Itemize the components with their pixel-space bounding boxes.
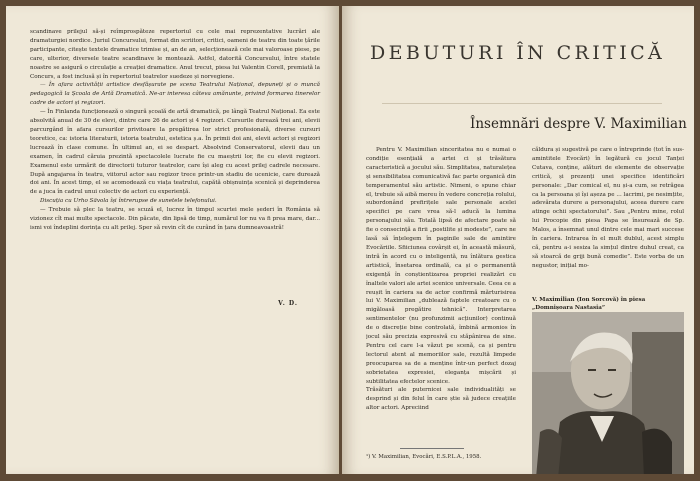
article-column-2 xyxy=(532,146,684,304)
article-title: Însemnări despre V. Maximilian xyxy=(470,116,687,132)
section-heading: DEBUTURI ÎN CRITICĂ xyxy=(370,42,666,64)
left-paragraph-1: scandinave prilejul să-și reîmprospăteze repertoriul cu cele mai reprezentative lucrări ale dramaturgiei nordice. Juriul Concursului, format din scriitori, critici, oameni de teatru din toate țările participante, citește textele dramatice trimise și, an de an, selecționează cele mai valoroase piese, pe care, ulterior, diversele teatre scandinave le montează. Astfel, datorită Concursului, între statele noastre se asigură o circulație a creației dramatice. Anul trecut, piesa lui Valentin Corell, premiată la Concurs, a fost inclusă și în repertoriul teatrelor suedeze și norvegiene. xyxy=(30,29,320,80)
left-page xyxy=(6,6,339,474)
article-body-2: căldura și sugestivă pe care o întreprinde (tot în sus-amintitele Evocări) în legătură cu jocul Tanței Cutava, conține, alături de elemente de observație critică, și prezenți unei specifice identificări personale: „Dar comical el, nu și-a cum, se retrăgea ca la persoana și își așeza pe ... lacrimi, pe nesimțite, adevărata durere a personajului, aceea durere care atinge ochii spectatorului”. Sau „Pentru mine, rolul lui Procopie din piesa Papa se însurează de Sp. Malos, a însemnat unul dintre cele mai mari succese în cariera. Intrarea în el mult dublul, acest simplu că, pentru a-i sesiza la simțul dintre duhul creat, ca să stoarcă de griji bună comedie”. Este vorba de un negustor, inițial mo- xyxy=(532,147,684,269)
left-column xyxy=(30,28,320,233)
heading-rule xyxy=(382,103,662,104)
article-column-1 xyxy=(366,146,516,446)
left-narration: Discuția cu Urho Sävola își întrerupse de sunetele telefonului. xyxy=(40,198,217,205)
article-body-1: Pentru V. Maximilian sinceritatea nu e numai o condiție esențială a artei ci și trăsătura caracteristică a jocului său. Simplitatea, naturalețea și sensibilitatea comunicativă fac parte organică din temperamentul său artistic. Nimeni, o spune chiar el, trebuie să aibă mereu în vedere concreția rolului, subordonând prefirițele sale personale acelei specifici pe care vrea să-l aducă la lumina personajului său. Totală lipsă de afectare poate să fie o consecință a firii „postilite și modeste”, care ne lasă să înțelegem în paginile sale de amintire Evocăriile. Sfiiciunea covârșit ei, în această măsură, intră în acord cu o inteligentă, nu înlătura gestica artistică, însetarea ordinală, ca și o permanentă exigență în conștientizarea propriei realizări cu înaltele valori ale artei scenice universale. Ceea ce a reușit în cariera sa de actor confirmă mărturisirea lui V. Maximilian „dublează faptele creatoare cu o migăloasă pregătire tehnică”. Interpretarea sentimentelor (nu profunzimii acțiunilor) continuă de o discreție bine controlată, îmbină armonios în jocul său precizia expresivă cu stăpânirea de sine. Pentru cel care l-a văzut pe scenă, ca și pentru lectorul atent al memoriilor sale, rezultă limpede preocuparea sa de a menține într-un perfect dozaj sobrietatea expresiei, eleganța mișcării și subtilitatea efectelor scenice. Trăsături ale puternicei sale individualități se desprind și din felul în care știe să judece creațiile altor actori. Apreciind xyxy=(366,147,516,412)
left-closing: — Trebuie să plec la teatru, se scuză el, lucrez în timpul scurtei mele șederi în România să vizionez cît mai multe spectacole. Din păcate, din lipsă de timp, numărul lor nu va fi prea mare, dar... ismi voi îndeplini dorința cu alt prilej. Sper să revin cît de curând în țara dumneavoastră! xyxy=(30,207,320,231)
photo-caption-block xyxy=(532,296,684,312)
left-answer: — În Finlanda funcționează o singură școală de artă dramatică, pe lângă Teatrul Național. Ea este absolvită anual de 30 de elevi, dintre care 26 de actori și 4 regizori. Cursurile durează trei ani, elevii parcurgând în afara cursurilor privitoare la pregătirea lor strict profesională, diverse cursuri teoretice, ca: istoria literaturii, istoria teatrului, estetica ș.a. În primii doi ani, elevii actori și regizori lucrează în clase comune. În ultimul an, ei se despart. Absolvind Conservatorul, elevii dau un examen, în cadrul căruia prezintă spectacolele lucrate fie cu maeștrii lor, fie cu elevii regizori. Examenul este urmărit de directorii tuturor teatrelor, care își aleg cu acest prilej cadrele necesare. După angajarea în teatru, viitorul actor sau regizor trece printr-un stadiu de ucenicie, care durează doi ani. În acest timp, el se acomodează cu viața teatrului, capătă obișnuința scenică și deprinderea de a juca în cadrul unui colectiv de actori cu experiență. xyxy=(30,109,320,196)
footnote: ¹) V. Maximilian, Evocări, E.S.P.L.A., 1958. xyxy=(366,454,482,460)
footnote-rule xyxy=(400,448,464,449)
actor-photo-image xyxy=(532,312,684,474)
right-page xyxy=(342,6,694,474)
left-signature: V. D. xyxy=(278,300,298,307)
actor-photo xyxy=(532,312,684,474)
left-question: — În afara activității artistice desfășurate pe scena Teatrului Național, depuneți și o muncă pedagogică la Școala de Artă Dramatică. Ne-ar interesa câteva amănunte, privind formarea tinerelor cadre de actori și regizori. xyxy=(30,82,320,107)
photo-caption: V. Maximilian (Ion Sorcovă) în piesa „Domnișoara Nastasia” xyxy=(532,297,646,311)
